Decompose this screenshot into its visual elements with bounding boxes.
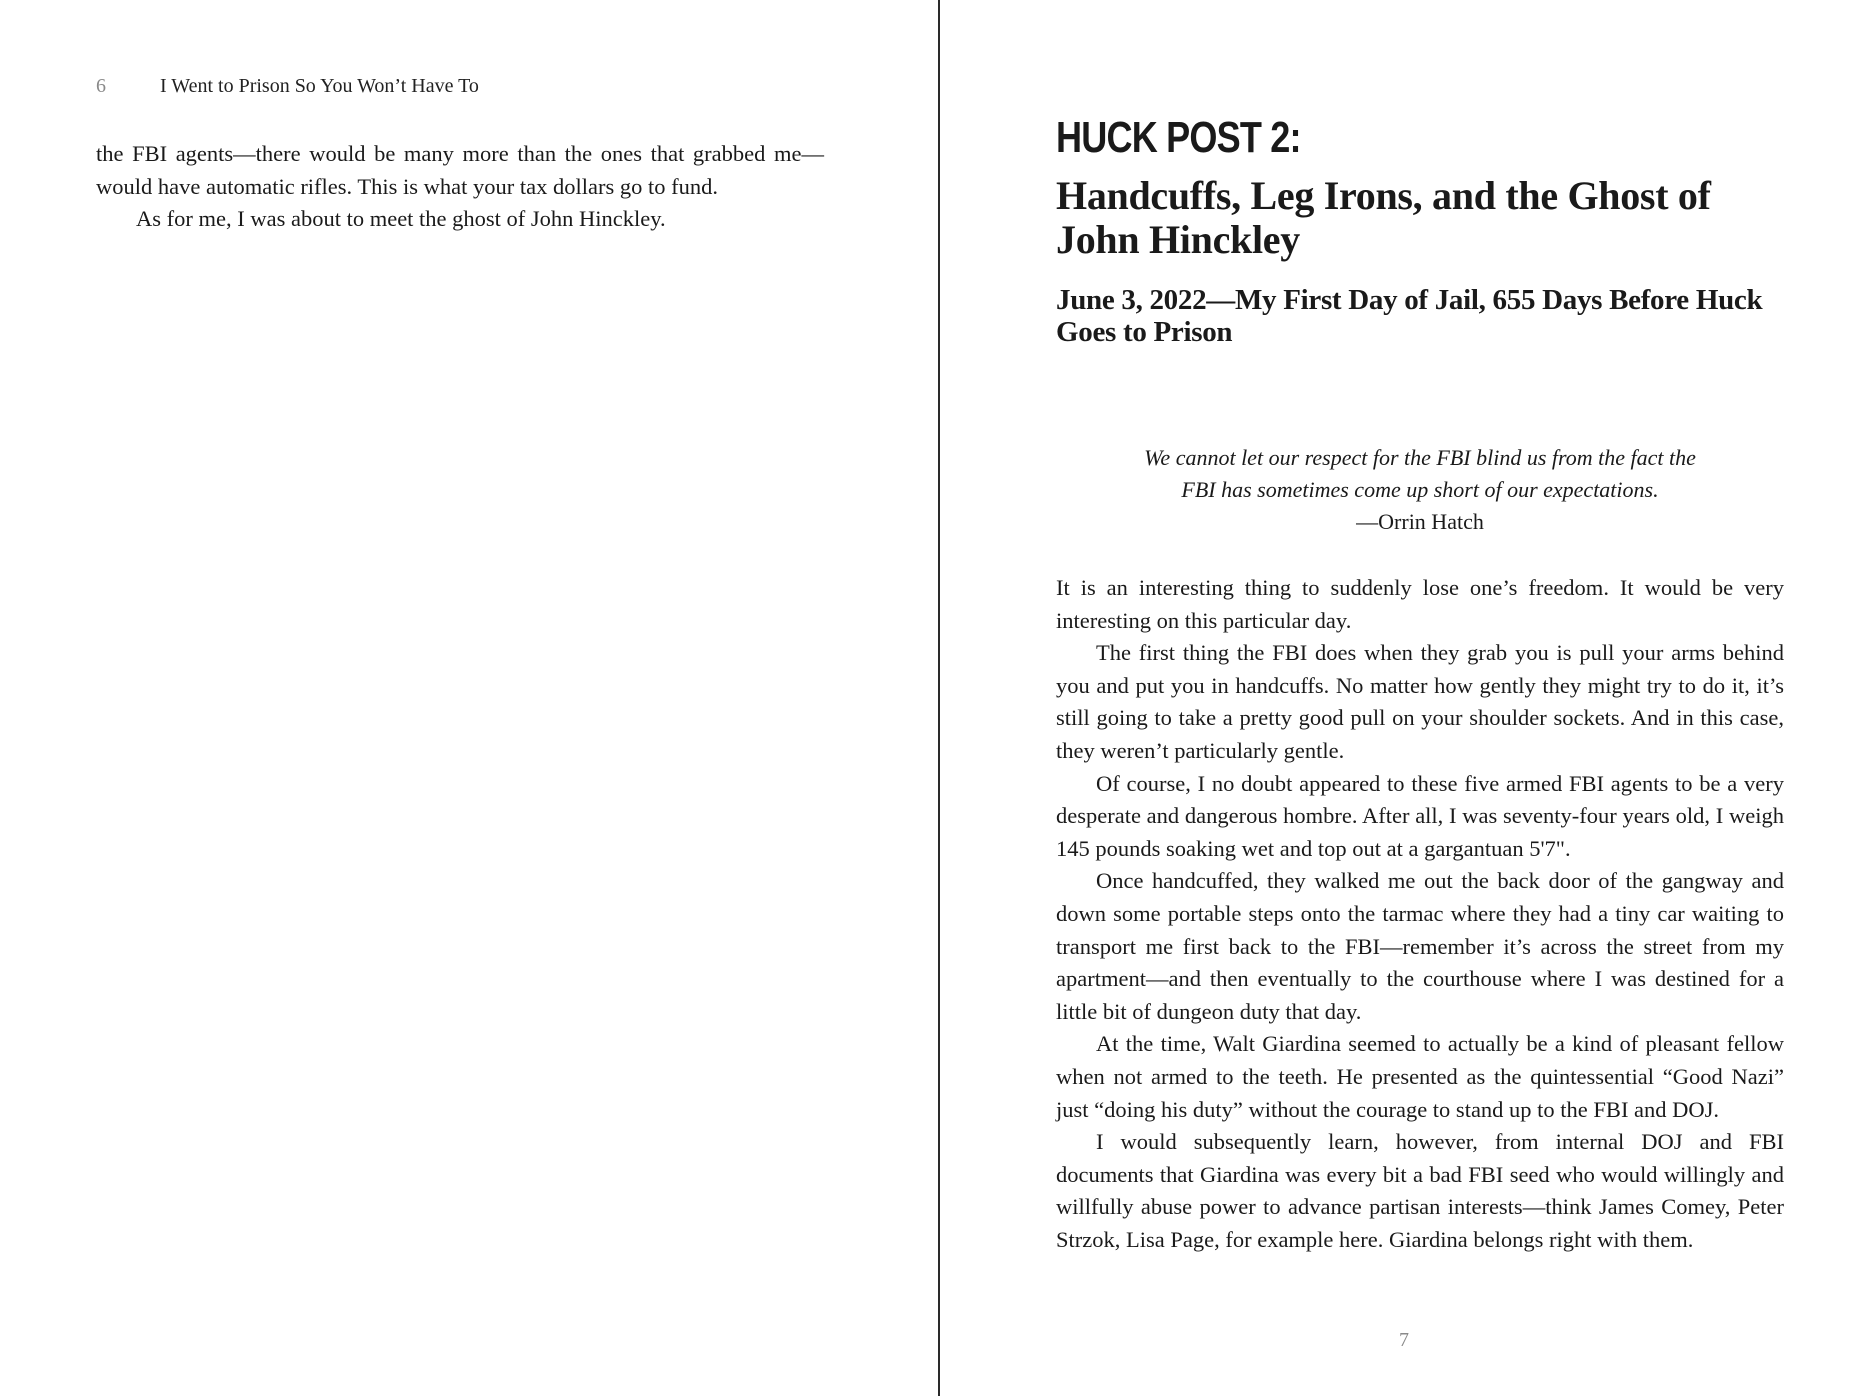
- right-page: [1056, 112, 1784, 1256]
- epigraph-quote-line: FBI has sometimes come up short of our expectations.: [1181, 477, 1659, 502]
- page-number-left: 6: [96, 75, 106, 97]
- chapter-subtitle: June 3, 2022—My First Day of Jail, 655 Days Before Huck Goes to Prison: [1056, 284, 1763, 348]
- running-head: [96, 72, 824, 100]
- body-paragraph: The first thing the FBI does when they grab you is pull your arms behind you and put you in handcuffs. No matter how gently they might try to do it, it’s still going to take a pretty good pull on your shoulder sockets. And in this case, they weren’t particularly gentle.: [1056, 640, 1784, 763]
- left-page-body: [96, 138, 824, 236]
- left-page: [96, 72, 824, 236]
- body-paragraph: I would subsequently learn, however, from internal DOJ and FBI documents that Giardina was every bit a bad FBI seed who would willingly and willfully abuse power to advance partisan interests—think James Comey, Peter Strzok, Lisa Page, for example here. Giardina belongs right with them.: [1056, 1129, 1784, 1252]
- body-paragraph: At the time, Walt Giardina seemed to actually be a kind of pleasant fellow when not armed to the teeth. He presented as the quintessential “Good Nazi” just “doing his duty” without the courage to stand up to the FBI and DOJ.: [1056, 1031, 1784, 1122]
- body-paragraph: Of course, I no doubt appeared to these five armed FBI agents to be a very desperate and dangerous hombre. After all, I was seventy-four years old, I weigh 145 pounds soaking wet and top out at a gargantuan 5'7".: [1056, 770, 1784, 861]
- page-number-right: 7: [1399, 1329, 1409, 1351]
- body-paragraph: Once handcuffed, they walked me out the back door of the gangway and down some portable steps onto the tarmac where they had a tiny car waiting to transport me first back to the FBI—remember it’s across the street from my apartment—and then eventually to the courthouse where I was destined for a little bit of dungeon duty that day.: [1056, 868, 1784, 1024]
- body-paragraph: It is an interesting thing to suddenly lose one’s freedom. It would be very interesting on this particular day.: [1056, 575, 1784, 633]
- chapter-label: HUCK POST 2:: [1056, 113, 1301, 162]
- right-page-body: [1056, 572, 1784, 1256]
- chapter-title: Handcuffs, Leg Irons, and the Ghost of John Hinckley: [1056, 173, 1711, 262]
- epigraph-attribution: —Orrin Hatch: [1356, 509, 1484, 534]
- epigraph-quote-line: We cannot let our respect for the FBI blind us from the fact the: [1144, 445, 1696, 470]
- body-paragraph: As for me, I was about to meet the ghost of John Hinckley.: [136, 206, 666, 232]
- epigraph: [1056, 442, 1784, 538]
- running-head-title: I Went to Prison So You Won’t Have To: [160, 75, 479, 97]
- page-gutter-divider: [938, 0, 940, 1396]
- body-paragraph: the FBI agents—there would be many more than the ones that grabbed me—would have automatic rifles. This is what your tax dollars go to fund.: [96, 141, 824, 199]
